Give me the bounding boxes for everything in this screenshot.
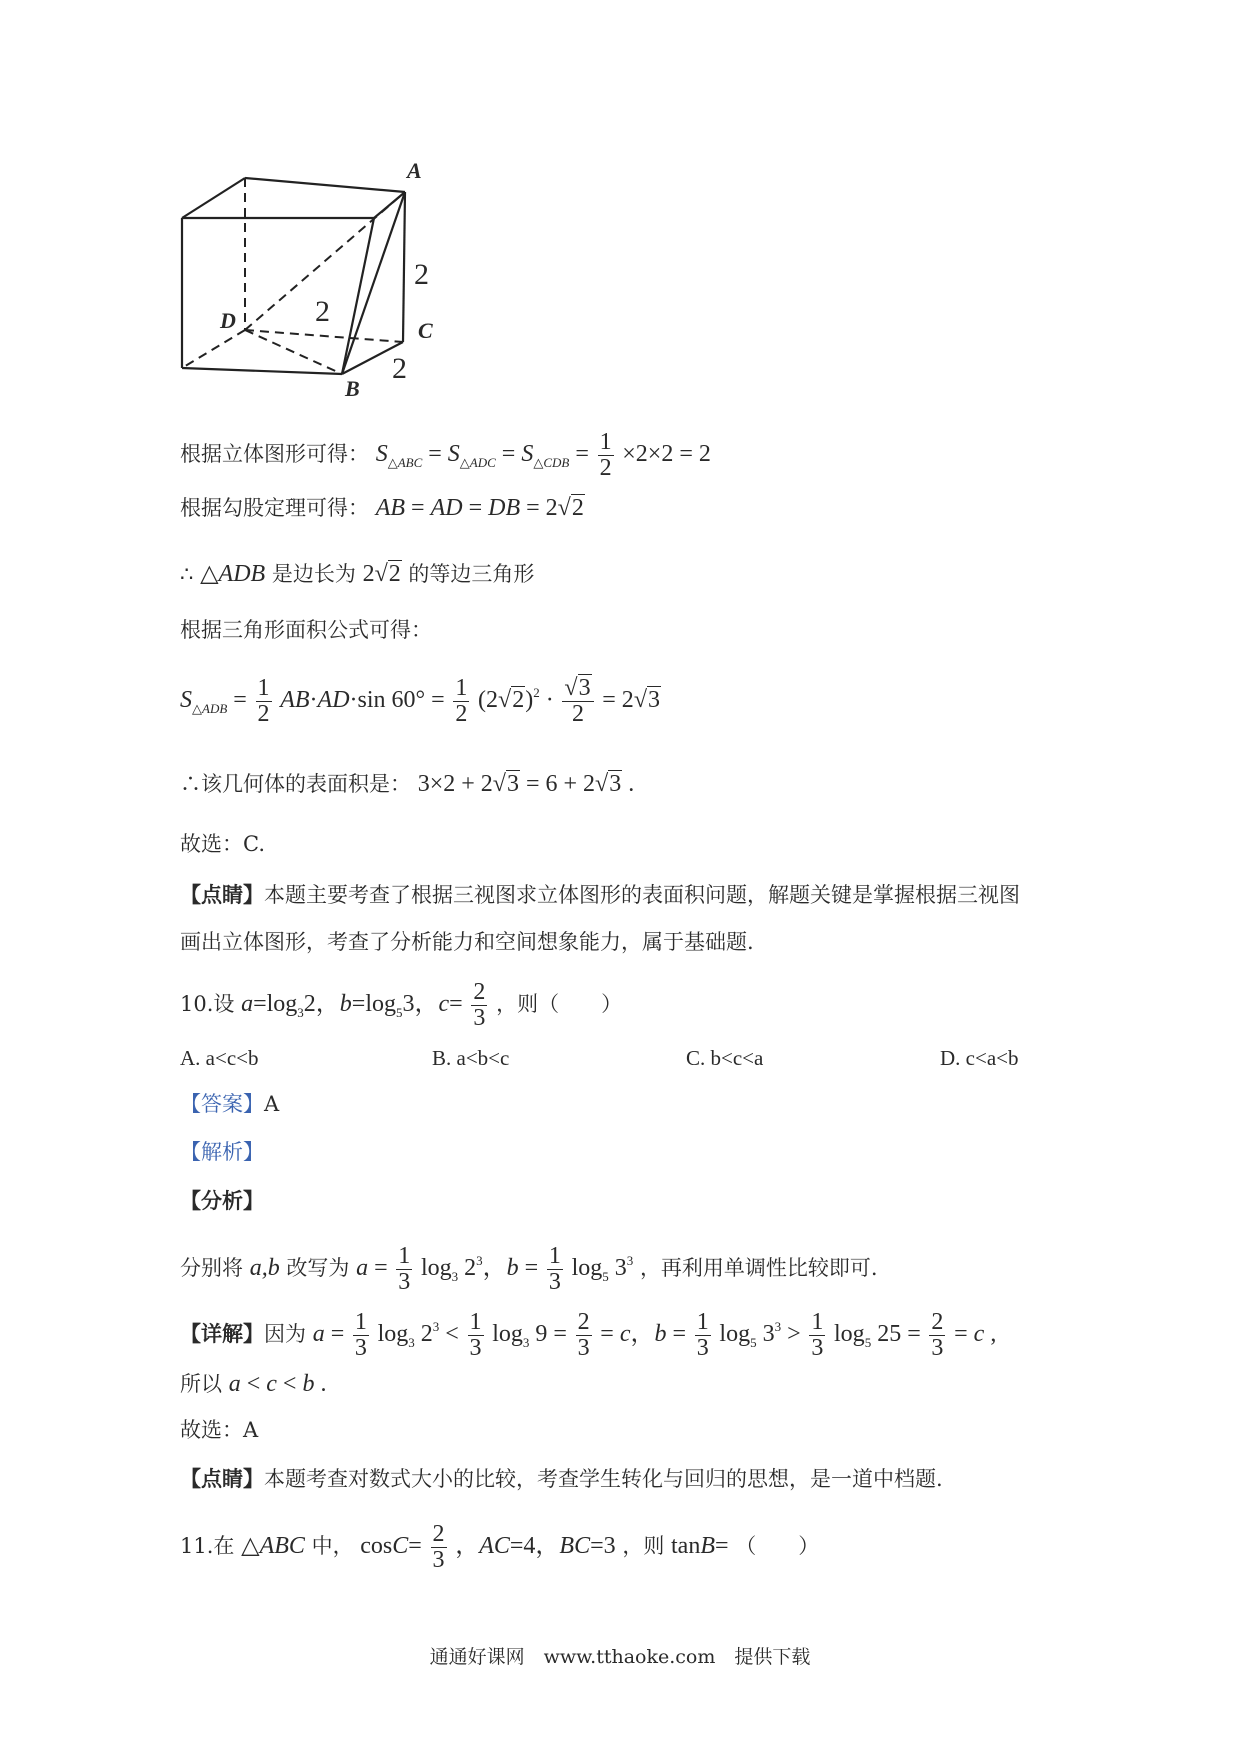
equilateral-line: ∴ △ADB 是边长为 2√2 的等边三角形 (180, 561, 535, 587)
option-a: A. a<c<b (180, 1046, 259, 1070)
choice-line: 故选：C. (180, 832, 265, 856)
detail-line: 【详解】因为 a = $\frac{1}{3}$ $\log_3 2^3$ < $\frac{1}{3}$ $\log_3 9$ = $\frac{2}{3}$ = c，b = $\frac{1}{3}$ $\log_5 3^3$ > $\frac{1}{3}$ $\log_5 25$ = $\frac{2}{3}$ = c , (180, 1309, 997, 1362)
option-d: D. c<a<b (940, 1046, 1019, 1070)
area-formula-intro: 根据三角形面积公式可得： (180, 618, 432, 642)
choose-a-line: 故选：A (180, 1418, 259, 1442)
comment-line-2: 画出立体图形，考查了分析能力和空间想象能力，属于基础题. (180, 930, 754, 954)
comment-line-1: 【点睛】本题主要考查了根据三视图求立体图形的表面积问题，解题关键是掌握根据三视图 (180, 882, 1020, 907)
surface-area-line: ∴该几何体的表面积是： 3×2 + 2√3 = 6 + 2√3 . (180, 771, 635, 797)
note-line: 【点睛】本题考查对数式大小的比较，考查学生转化与回归的思想，是一道中档题. (180, 1466, 943, 1491)
question-10: 10.设 $a=\log_32$，$b=\log_53$，c= $\frac{2}{3}$ ，则（ ） (180, 979, 623, 1032)
pythagoras-line: 根据勾股定理可得： AB = AD = DB = 2√2 (180, 495, 584, 521)
option-b: B. a<b<c (432, 1046, 510, 1070)
vertex-label-c: C (418, 318, 433, 343)
edge-label-ac: 2 (414, 258, 429, 291)
fenxi-tag: 【分析】 (180, 1188, 264, 1213)
analysis-tag: 【解析】 (180, 1140, 264, 1164)
vertex-label-b: B (345, 376, 360, 401)
edge-label-bc: 2 (392, 352, 407, 385)
answer-line: 【答案】A (180, 1092, 280, 1116)
vertex-label-a: A (407, 158, 422, 183)
footer-credit: 通通好课网 www.tthaoke.com 提供下载 (429, 1646, 811, 1668)
area-equation-line: 根据立体图形可得： $S_{\triangle ABC} = S_{\triangle ADC} = S_{\triangle CDB}$ = $\frac{1}{2}$ ×2×2 = 2 (180, 429, 711, 482)
fenxi-line: 分别将 a,b 改写为 a = $\frac{1}{3}$ $\log_3 2^3$，b = $\frac{1}{3}$ $\log_5 3^3$ ，再利用单调性比较即可. (180, 1243, 878, 1296)
option-c: C. b<c<a (686, 1046, 764, 1070)
question-11: 11.在 △ABC 中， cosC= $\frac{2}{3}$ ，AC=4，BC=3 ，则 tanB= （ ） (180, 1521, 820, 1574)
vertex-label-d: D (220, 308, 236, 333)
edge-label-ad: 2 (315, 295, 330, 328)
so-line: 所以 a < c < b . (180, 1371, 327, 1397)
triangle-area-formula: $S_{\triangle ADB}$ = $\frac{1}{2}$ AB·AD·sin 60° = $\frac{1}{2}$ $(2√2)^2$ · $\frac{√3}{2}$ = 2√3 (180, 675, 660, 728)
